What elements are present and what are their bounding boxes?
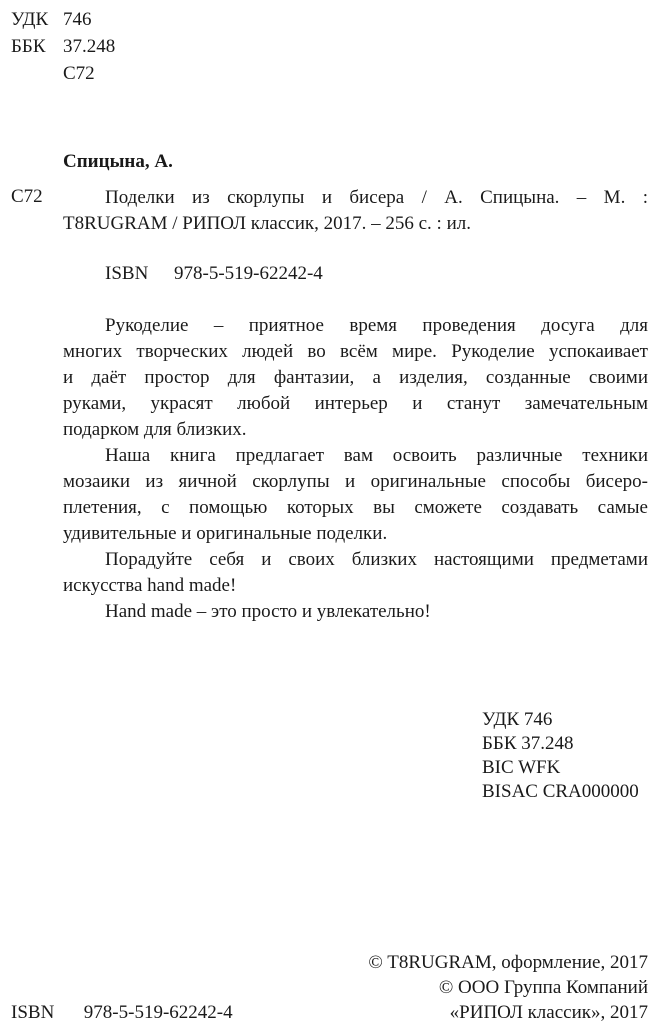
annotation-line: многих творческих людей во всём мире. Рукоделие успокаивает: [63, 341, 648, 362]
copyright-block: [368, 950, 648, 1025]
annotation-line: Порадуйте себя и своих близких настоящими предметами: [105, 549, 648, 570]
udk-label: УДК: [11, 9, 49, 30]
annotation-line: руками, украсят любой интерьер и станут замечательным: [63, 393, 648, 414]
annotation-line: подарком для близких.: [63, 419, 247, 440]
record-isbn-label: ISBN: [105, 263, 149, 284]
udk-value: 746: [63, 9, 92, 30]
bib-line: Поделки из скорлупы и бисера / А. Спицына. – М. :: [105, 187, 648, 208]
header-cutter: С72: [63, 63, 95, 84]
copyright-line: «РИПОЛ классик», 2017: [449, 1002, 648, 1023]
bbk-label: ББК: [11, 36, 46, 57]
annotation-line: и даёт простор для фантазии, а изделия, созданные своими: [63, 367, 648, 388]
bbk-code: ББК 37.248: [482, 733, 574, 754]
author-heading: Спицына, А.: [63, 151, 173, 172]
bib-line: T8RUGRAM / РИПОЛ классик, 2017. – 256 с. : ил.: [63, 213, 471, 234]
annotation-line: Hand made – это просто и увлекательно!: [105, 601, 431, 622]
record-cutter: С72: [11, 186, 43, 207]
annotation-line: Наша книга предлагает вам освоить различные техники: [105, 445, 648, 466]
bic-code: BIC WFK: [482, 757, 561, 778]
annotation-line: искусства hand made!: [63, 575, 237, 596]
udk-code: УДК 746: [482, 709, 553, 730]
bbk-value: 37.248: [63, 36, 116, 57]
copyright-line: © ООО Группа Компаний: [438, 977, 648, 998]
bisac-code: BISAC CRA000000: [482, 781, 639, 802]
footer-isbn-label: ISBN: [11, 1002, 55, 1023]
footer-isbn: [11, 1000, 233, 1025]
annotation-line: Рукоделие – приятное время проведения досуга для: [105, 315, 648, 336]
footer-isbn-value: 978-5-519-62242-4: [83, 1002, 233, 1023]
annotation-line: удивительные и оригинальные поделки.: [63, 523, 388, 544]
copyright-line: © T8RUGRAM, оформление, 2017: [368, 952, 648, 973]
annotation-line: плетения, с помощью которых вы сможете создавать самые: [63, 497, 648, 518]
record-isbn-value: 978-5-519-62242-4: [174, 263, 323, 284]
classification-codes: [482, 708, 639, 804]
annotation-line: мозаики из яичной скорлупы и оригинальные способы бисеро-: [63, 471, 648, 492]
